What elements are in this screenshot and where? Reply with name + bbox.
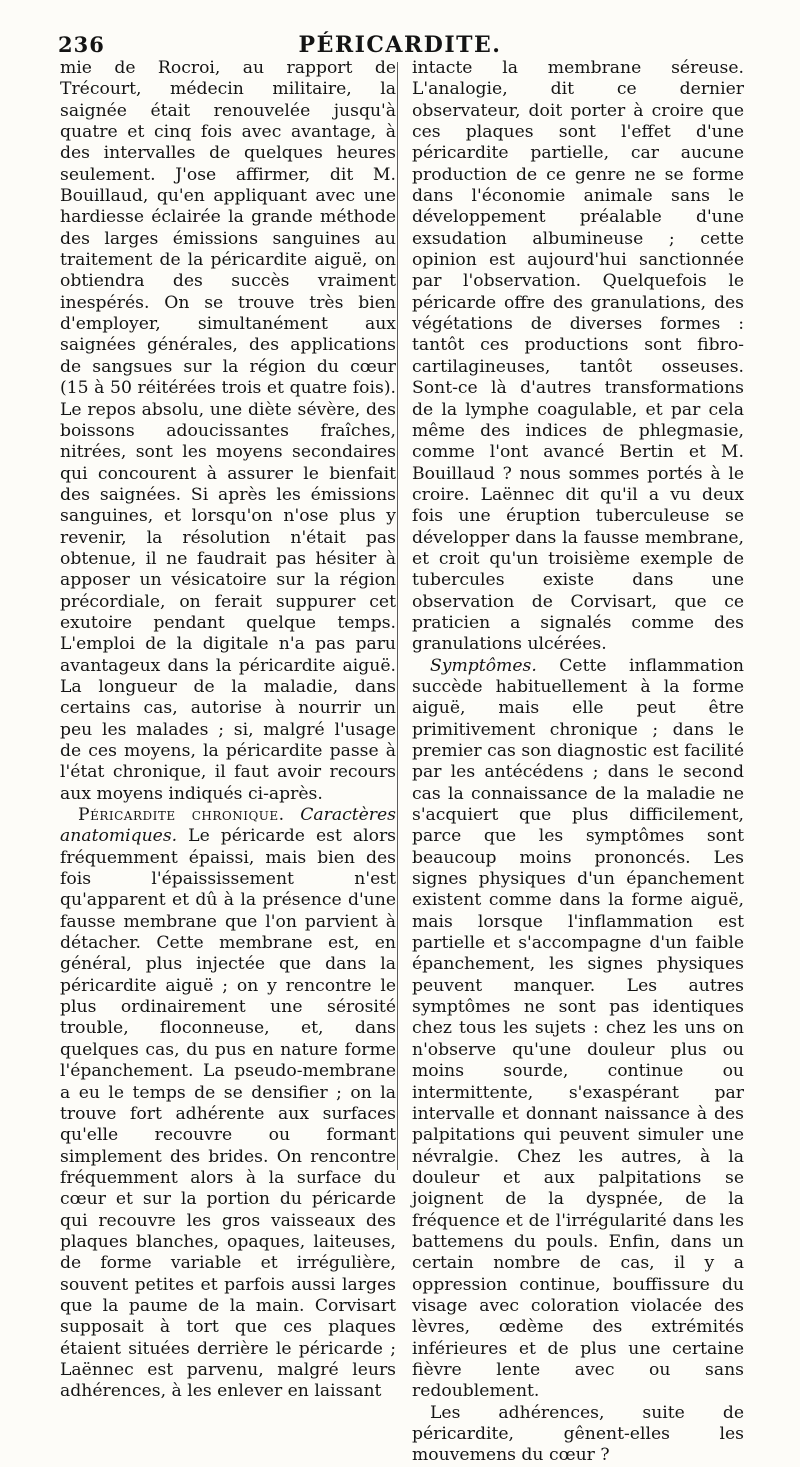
running-title: PÉRICARDITE. (298, 32, 502, 58)
column-divider (397, 62, 398, 1170)
left-paragraph-continuation: mie de Rocroi, au rapport de Trécourt, médecin militaire, la saignée était renouvelée jusqu'à quatre et cinq fois avec avantage, à des intervalles de quelques heures seulement. J'ose affirmer, dit M. Bouillaud, qu'en appliquant avec une hardiesse éclairée la grande méthode des larges émissions sanguines au traitement de la péricardite aiguë, on obtiendra des succès vraiment inespérés. On se trouve très bien d'employer, simultanément aux saignées générales, des applications de sangsues sur la région du cœur (15 à 50 réitérées trois et quatre fois). Le repos absolu, une diète sévère, des boissons adoucissantes fraîches, nitrées, sont les moyens secondaires qui concourent à assurer le bienfait des saignées. Si après les émissions sanguines, et lorsqu'on n'ose plus y revenir, la résolution n'était pas obtenue, il ne faudrait pas hésiter à apposer un vésicatoire sur la région précordiale, on ferait suppurer cet exutoire pendant quelque temps. L'emploi de la digitale n'a pas paru avantageux dans la péricardite aiguë. La longueur de la maladie, dans certains cas, autorise à nourrir un peu les malades ; si, malgré l'usage de ces moyens, la péricardite passe à l'état chronique, il faut avoir recours aux moyens indiqués ci-après. (60, 58, 396, 804)
symptoms-text: Cette inflammation succède habituellement à la forme aiguë, mais elle peut être primitivement chronique ; dans le premier cas son diagnostic est facilité par les antécédens ; dans le second cas la connaissance de la maladie ne s'acquiert que plus difficilement, parce que les symptômes sont beaucoup moins prononcés. Les signes physiques d'un épanchement existent comme dans la forme aiguë, mais lorsque l'inflammation est partielle et s'accompagne d'un faible épanchement, les signes physiques peuvent manquer. Les autres symptômes ne sont pas identiques chez tous les sujets : chez les uns on n'observe qu'une douleur plus ou moins sourde, continue ou intermittente, s'exaspérant par intervalle et donnant naissance à des palpitations qui peuvent simuler une névralgie. Chez les autres, à la douleur et aux palpitations se joignent de la dyspnée, de la fréquence et de l'irrégularité dans les battemens du pouls. Enfin, dans un certain nombre de cas, il y a oppression continue, bouffissure du visage avec coloration violacée des lèvres, œdème des extrémités inférieures et de plus une certaine fièvre lente avec ou sans redoublement. (412, 655, 745, 1402)
chronic-pericarditis-paragraph (60, 805, 396, 1403)
symptoms-heading: Symptômes. (430, 655, 537, 676)
section-text: Le péricarde est alors fréquemment épaissi, mais bien des fois l'épaississement n'est qu'apparent et dû à la présence d'une fausse membrane que l'on parvient à détacher. Cette membrane est, en général, plus injectée que dans la péricardite aiguë ; on y rencontre le plus ordinairement une sérosité trouble, floconneuse, et, dans quelques cas, du pus en nature forme l'épanchement. La pseudo-membrane a eu le temps de se densifier ; on la trouve fort adhérente aux surfaces qu'elle recouvre ou formant simplement des brides. On rencontre fréquemment alors à la surface du cœur et sur la portion du péricarde qui recouvre les gros vaisseaux des plaques blanches, opaques, laiteuses, de forme variable et irrégulière, souvent petites et parfois aussi larges que la paume de la main. Corvisart supposait à tort que ces plaques étaient situées derrière le péricarde ; Laënnec est parvenu, malgré leurs adhérences, à les enlever en laissant (60, 826, 396, 1402)
symptoms-paragraph (412, 656, 744, 1403)
section-heading: Péricardite chronique. (78, 805, 285, 826)
right-column (412, 58, 744, 1467)
right-paragraph-continuation: intacte la membrane séreuse. L'analogie, dit ce dernier observateur, doit porter à croire que ces plaques sont l'effet d'une péricardite partielle, car aucune production de ce genre ne se forme dans l'économie animale sans le développement préalable d'une exsudation albumineuse ; cette opinion est aujourd'hui sanctionnée par l'observation. Quelquefois le péricarde offre des granulations, des végétations de diverses formes : tantôt ces productions sont fibro-cartilagineuses, tantôt osseuses. Sont-ce là d'autres transformations de la lymphe coagulable, et par cela même des indices de phlegmasie, comme l'ont avancé Bertin et M. Bouillaud ? nous sommes portés à le croire. Laënnec dit qu'il a vu deux fois une éruption tuberculeuse se développer dans la fausse membrane, et croit qu'un troisième exemple de tubercules existe dans une observation de Corvisart, que ce praticien a signalés comme des granulations ulcérées. (412, 58, 744, 655)
adherences-paragraph: Les adhérences, suite de péricardite, gênent-elles les mouvemens du cœur ? (412, 1402, 744, 1466)
page-number: 236 (58, 32, 105, 57)
left-column (60, 58, 396, 1403)
section-subheading: Caractères anatomiques. (60, 805, 396, 847)
page-header (40, 28, 760, 60)
